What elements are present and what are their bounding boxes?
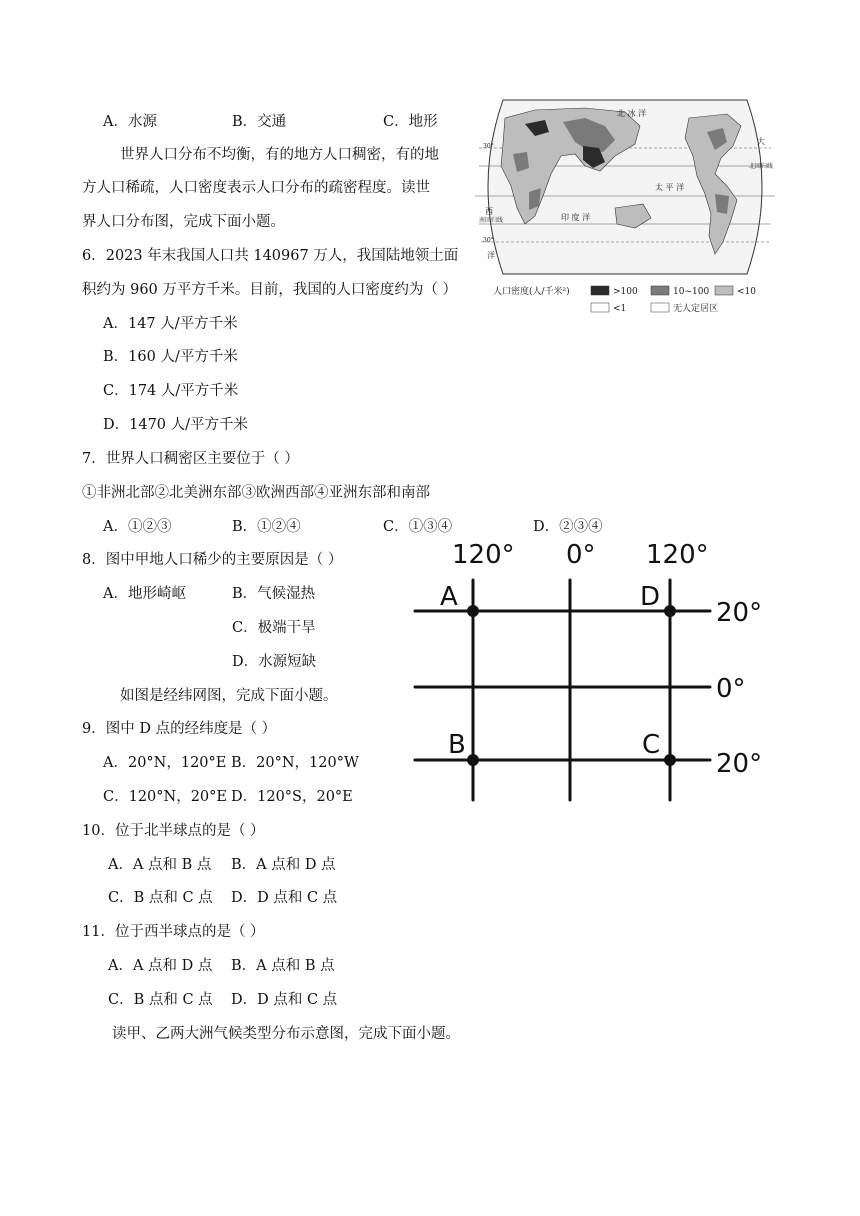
q11-option-c: C．B 点和 C 点 [108, 992, 213, 1008]
legend-low: <10 [737, 287, 756, 297]
q10-option-a: A．A 点和 B 点 [108, 857, 212, 873]
label-west: 西 [485, 207, 493, 216]
q7-option-d: D．②③④ [533, 519, 603, 535]
legend-title: 人口密度(人/千米²) [493, 287, 570, 297]
legend-swatch-sparse [591, 303, 609, 312]
legend-swatch-mid [651, 286, 669, 295]
legend-uninhabited: 无人定居区 [673, 304, 719, 314]
legend-sparse: <1 [613, 304, 627, 314]
point-label-a: A [440, 582, 458, 612]
population-intro-line-3: 界人口分布图，完成下面小题。 [82, 214, 285, 230]
lat-long-grid-figure [410, 535, 770, 810]
point-d-dot [664, 605, 676, 617]
q7-option-b: B．①②④ [232, 519, 301, 535]
q7-sub: ①非洲北部②北美洲东部③欧洲西部④亚洲东部和南部 [82, 485, 430, 501]
label-north-tropic: 北回归线 [749, 163, 774, 170]
q5-option-a: A．水源 [103, 114, 157, 130]
q6-option-c: C．174 人/平方千米 [103, 383, 239, 399]
q10-option-b: B．A 点和 D 点 [231, 857, 336, 873]
label-south-tropic: 南回归线 [479, 217, 504, 224]
q9-option-a: A．20°N，120°E [103, 755, 227, 771]
lon-label-right: 120° [646, 540, 709, 570]
legend-swatch-low [715, 286, 733, 295]
point-c-dot [664, 754, 676, 766]
q7-option-a: A．①②③ [103, 519, 172, 535]
population-intro-line-2: 方人口稀疏，人口密度表示人口分布的疏密程度。读世 [82, 180, 430, 196]
label-deg30-b: 30° [483, 237, 494, 244]
q6-option-d: D．1470 人/平方千米 [103, 417, 249, 433]
label-deg30-a: 30° [483, 143, 494, 150]
lon-label-left: 120° [452, 540, 515, 570]
point-label-d: D [640, 582, 661, 612]
q6-stem-line-1: 6．2023 年末我国人口共 140967 万人，我国陆地领土面 [82, 248, 459, 264]
q8-stem: 8．图中甲地人口稀少的主要原因是（ ） [82, 552, 343, 568]
q9-stem: 9．图中 D 点的经纬度是（ ） [82, 721, 277, 737]
q8-option-a: A．地形崎岖 [103, 586, 186, 602]
q8-option-c: C．极端干旱 [232, 620, 316, 636]
q9-option-b: B．20°N，120°W [231, 755, 359, 771]
grid-intro: 如图是经纬网图，完成下面小题。 [120, 688, 338, 704]
q6-option-b: B．160 人/平方千米 [103, 349, 238, 365]
legend-mid: 10~100 [673, 287, 710, 297]
q5-option-b: B．交通 [232, 114, 287, 130]
q10-option-d: D．D 点和 C 点 [231, 890, 338, 906]
lat-label-equator: 0° [716, 674, 746, 704]
q8-option-b: B．气候湿热 [232, 586, 316, 602]
q7-option-c: C．①③④ [383, 519, 453, 535]
q9-option-c: C．120°N，20°E [103, 789, 227, 805]
label-big: 大 [757, 137, 765, 146]
q8-option-d: D．水源短缺 [232, 654, 317, 670]
q5-option-c: C．地形 [383, 114, 438, 130]
lat-label-bottom: 20° [716, 749, 763, 779]
point-b-dot [467, 754, 479, 766]
q10-option-c: C．B 点和 C 点 [108, 890, 213, 906]
label-indian: 印 度 洋 [561, 213, 591, 222]
climate-intro: 读甲、乙两大洲气候类型分布示意图，完成下面小题。 [112, 1026, 460, 1042]
q6-option-a: A．147 人/平方千米 [103, 316, 238, 332]
label-arctic: 北 冰 洋 [617, 109, 647, 118]
q11-option-d: D．D 点和 C 点 [231, 992, 338, 1008]
lat-label-top: 20° [716, 598, 763, 628]
q9-option-d: D．120°S，20°E [231, 789, 353, 805]
point-label-b: B [448, 730, 466, 760]
legend-swatch-dense [591, 286, 609, 295]
q10-stem: 10．位于北半球点的是（ ） [82, 823, 265, 839]
point-label-c: C [642, 730, 661, 760]
legend-swatch-uninhabited [651, 303, 669, 312]
q11-stem: 11．位于西半球点的是（ ） [82, 924, 265, 940]
label-ocean: 洋 [487, 251, 495, 260]
label-pacific: 太 平 洋 [655, 183, 685, 192]
world-population-map [465, 96, 785, 326]
population-intro-line-1: 世界人口分布不均衡，有的地方人口稠密，有的地 [120, 147, 439, 163]
legend-dense: >100 [613, 287, 638, 297]
lon-label-center: 0° [566, 540, 596, 570]
q6-stem-line-2: 积约为 960 万平方千米。目前，我国的人口密度约为（ ） [82, 282, 458, 298]
point-a-dot [467, 605, 479, 617]
q11-option-a: A．A 点和 D 点 [108, 958, 213, 974]
q11-option-b: B．A 点和 B 点 [231, 958, 335, 974]
q7-stem: 7．世界人口稠密区主要位于（ ） [82, 451, 299, 467]
